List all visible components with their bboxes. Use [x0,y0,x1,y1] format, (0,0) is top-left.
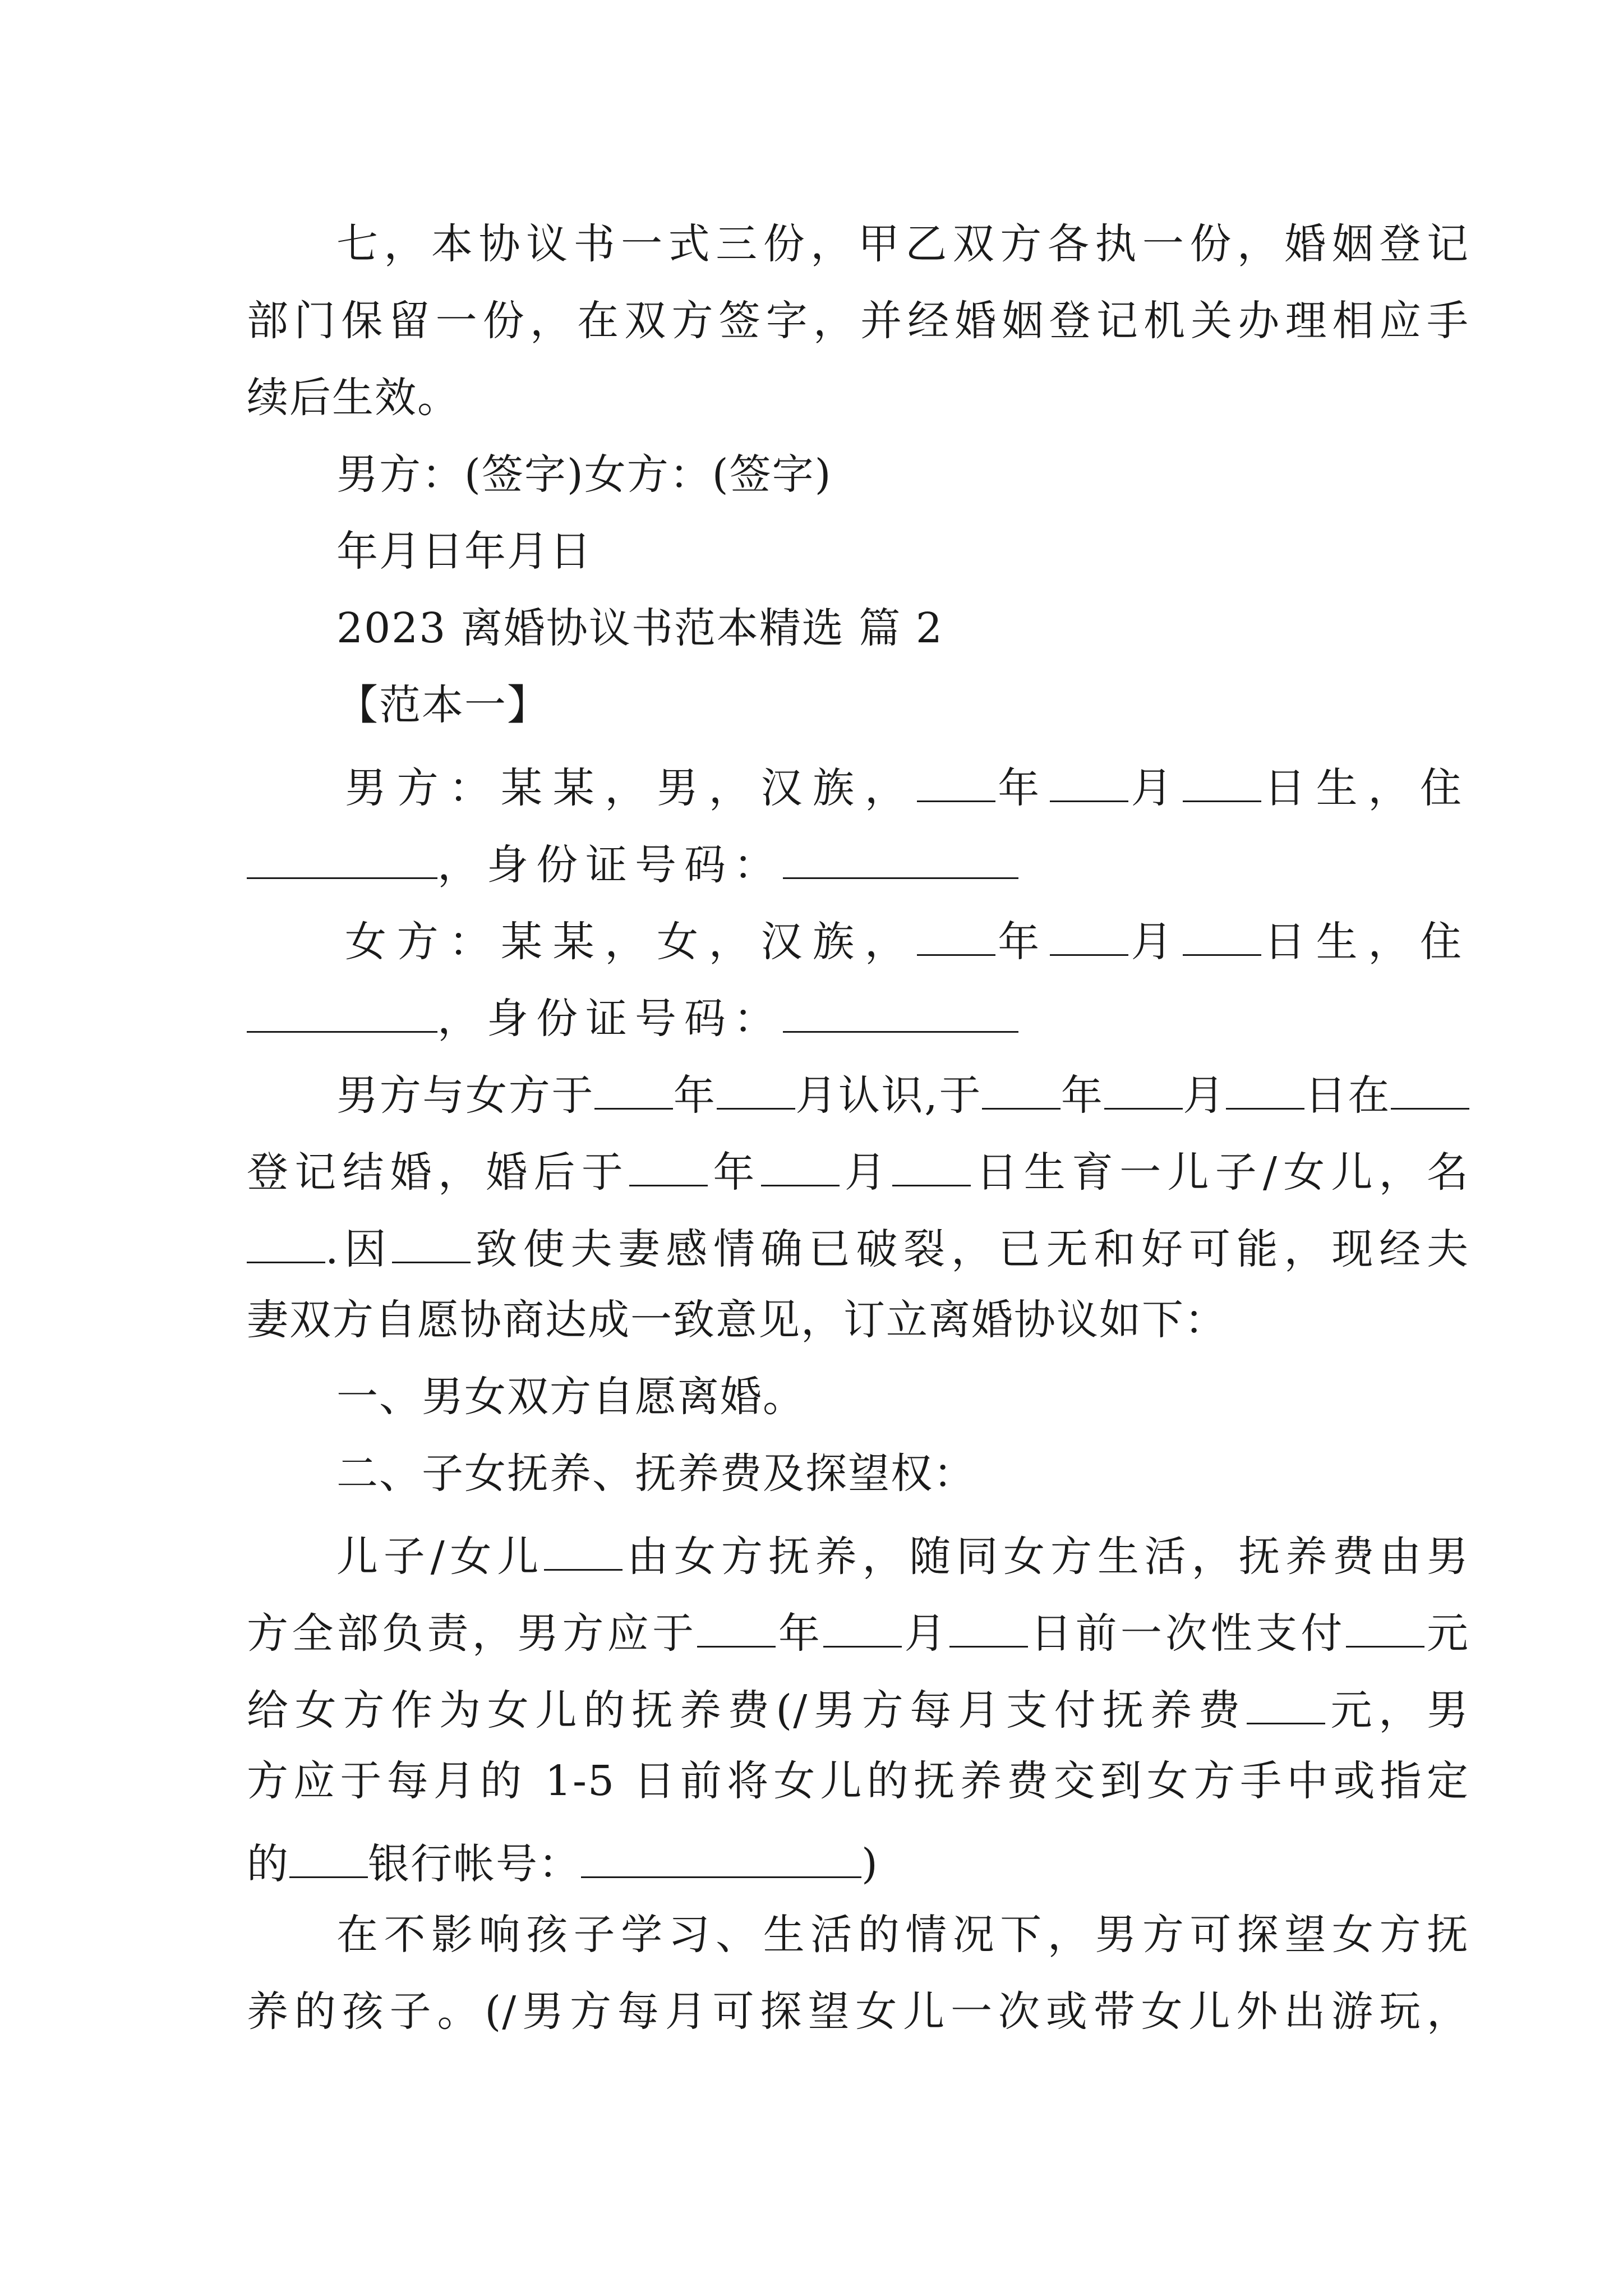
custody-line-3 [247,1683,1469,1734]
text: 年 [673,1071,717,1120]
blank-field [1050,761,1128,802]
blank-field [629,1145,708,1186]
text: 月 [1128,918,1183,966]
female-address-id-line [247,992,1018,1043]
text: 元 [1424,1609,1470,1658]
blank-field [594,1069,673,1110]
marriage-paragraph-line-3 [247,1222,1470,1273]
blank-field [717,1069,795,1110]
female-party-line [345,915,1470,966]
text: 日前一次性支付 [1027,1609,1346,1658]
blank-field [761,1145,840,1186]
blank-field [823,1607,902,1648]
template-heading: 【范本一】 [336,681,550,729]
blank-field [392,1222,471,1263]
signature-line: 男方：(签字)女方：(签字) [336,450,832,499]
text: 致使夫妻感情确已破裂，已无和好可能，现经夫 [471,1225,1470,1273]
clause-1: 一、男女双方自愿离婚。 [336,1373,805,1421]
male-party-line [345,761,1470,812]
marriage-paragraph-line-2 [247,1145,1470,1197]
text: 日生，住 [1261,764,1470,812]
text: 月 [839,1148,893,1197]
text: 的 [247,1840,289,1888]
text: .因 [325,1225,393,1273]
marriage-paragraph-line-4: 妻双方自愿协商达成一致意见，订立离婚协议如下： [247,1296,1227,1344]
blank-field [783,838,1018,879]
blank-field [247,992,437,1033]
blank-field [1247,1683,1325,1724]
text: 登记结婚，婚后于 [247,1148,630,1197]
visitation-line-2: 养的孩子。(/男方每月可探望女儿一次或带女儿外出游玩， [247,1987,1469,2036]
blank-field [544,1530,623,1571]
blank-field [581,1837,861,1878]
text: 给女方作为女儿的抚养费(/男方每月支付抚养费 [247,1686,1247,1734]
text: 银行帐号： [368,1840,581,1888]
custody-line-2 [247,1607,1470,1658]
text: 儿子/女儿 [336,1533,545,1581]
text: 女方：某某，女，汉族， [345,918,917,966]
blank-field [917,761,995,802]
text: 月 [1128,764,1183,812]
text: 日生育一儿子/女儿，名 [971,1148,1470,1197]
text: 日在 [1304,1071,1391,1120]
text: 由女方抚养，随同女方生活，抚养费由男 [623,1533,1469,1581]
text: ) [861,1840,879,1888]
blank-field [982,1069,1061,1110]
custody-line-1 [336,1530,1469,1581]
text: 年 [1061,1071,1104,1120]
paragraph-7-line-2: 部门保留一份，在双方签字，并经婚姻登记机关办理相应手 [247,297,1469,345]
date-line: 年月日年月日 [336,527,592,576]
text: 年 [776,1609,824,1658]
blank-field [1104,1069,1183,1110]
blank-field [289,1837,368,1878]
text: ，身份证号码： [437,995,783,1043]
paragraph-7-line-1: 七，本协议书一式三份，甲乙双方各执一份，婚姻登记 [336,220,1469,268]
blank-field [949,1607,1028,1648]
text: 年 [995,918,1050,966]
text: 日生，住 [1261,918,1470,966]
male-address-id-line [247,838,1018,889]
blank-field [783,992,1018,1033]
paragraph-7-line-3: 续后生效。 [247,374,460,422]
custody-line-5 [247,1837,879,1888]
blank-field [1183,915,1261,956]
blank-field [917,915,995,956]
blank-field [1183,761,1261,802]
text: 方全部负责，男方应于 [247,1609,698,1658]
text: 月 [902,1609,949,1658]
blank-field [697,1607,776,1648]
blank-field [247,838,437,879]
blank-field [892,1145,971,1186]
marriage-paragraph-line-1 [336,1069,1469,1120]
text: 男方：某某，男，汉族， [345,764,917,812]
text: 男方与女方于 [336,1071,595,1120]
blank-field [1391,1069,1469,1110]
blank-field [1346,1607,1424,1648]
visitation-line-1: 在不影响孩子学习、生活的情况下，男方可探望女方抚 [336,1911,1469,1959]
text: 月认识,于 [795,1071,983,1120]
section-title: 2023 离婚协议书范本精选 篇 2 [336,604,943,652]
text: 月 [1182,1071,1226,1120]
blank-field [247,1222,325,1263]
text: 年 [708,1148,761,1197]
blank-field [1050,915,1128,956]
custody-line-4: 方应于每月的 1-5 日前将女儿的抚养费交到女方手中或指定 [247,1757,1469,1805]
text: 元，男 [1325,1686,1469,1734]
blank-field [1226,1069,1304,1110]
text: 年 [995,764,1050,812]
clause-2-heading: 二、子女抚养、抚养费及探望权： [336,1450,976,1498]
text: ，身份证号码： [437,841,783,889]
